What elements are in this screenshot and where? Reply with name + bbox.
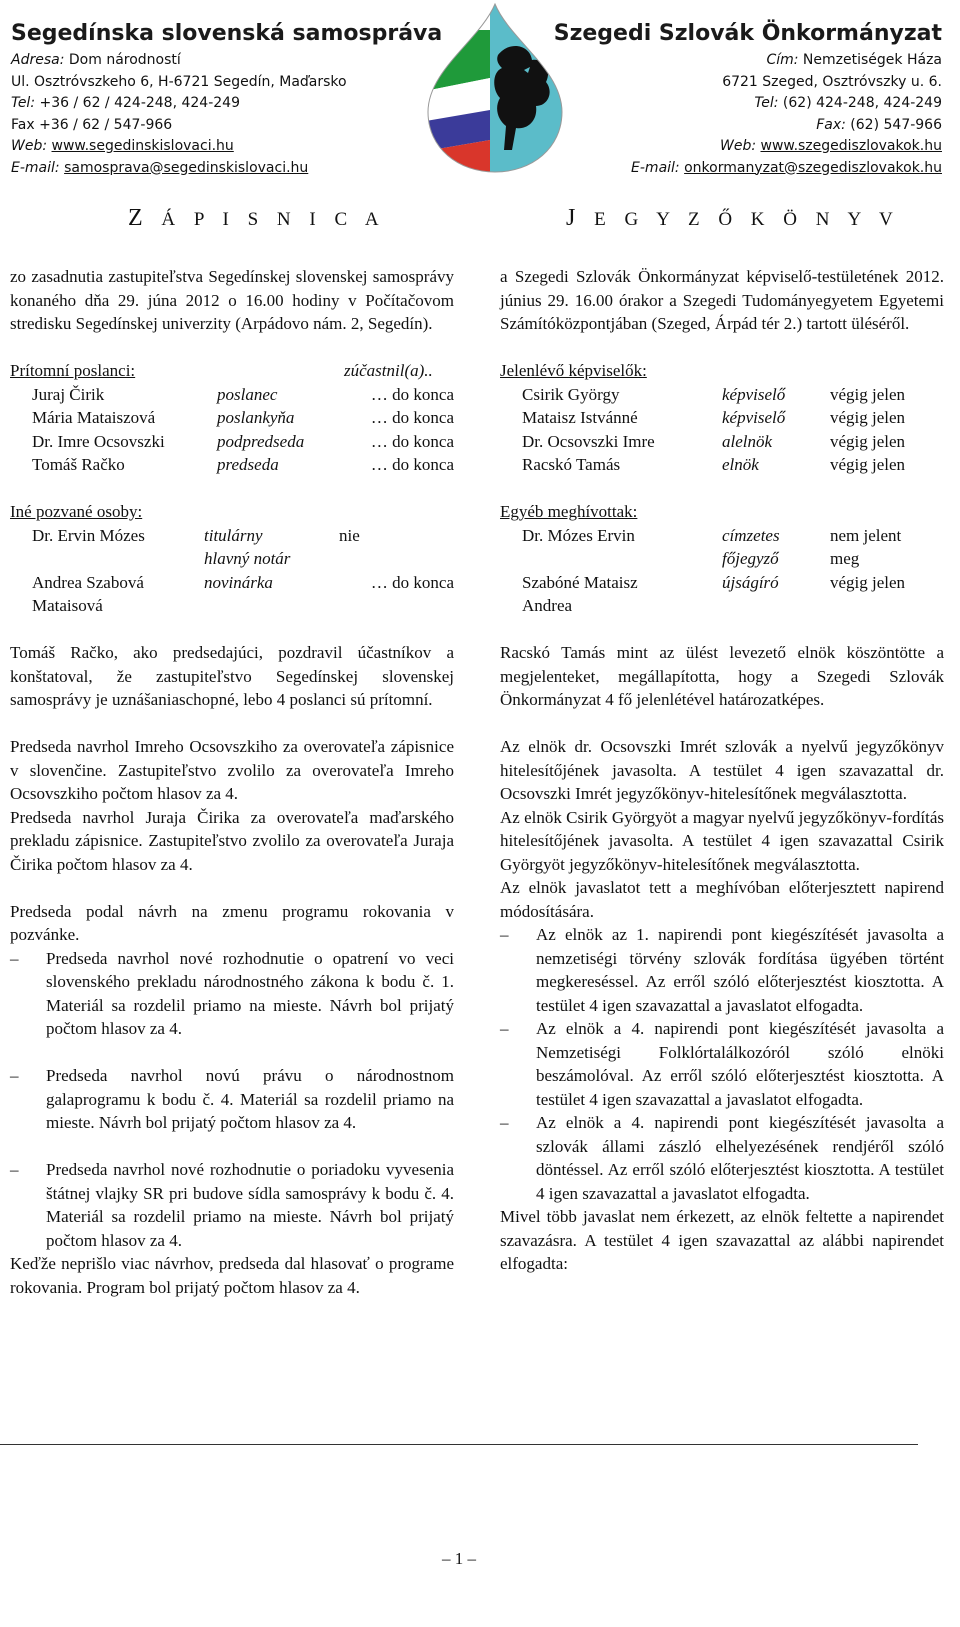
attendee-row: Juraj Čirik poslanec … do konca — [32, 384, 454, 404]
page-number: – 1 – — [442, 1549, 476, 1568]
paragraph-verifier-1: Az elnök dr. Ocsovszki Imrét szlovák a nyelvű jegyzőkönyv hitelesítőjének javasolta. A testület 4 igen szavazattal dr. Ocsovszki Imrét jegyzőkönyv-hitelesítőnek megválasztotta. — [500, 737, 944, 803]
list-item: – Az elnök a 4. napirendi pont kiegészítését javasolta a szlovák állami zászló elhelyezésének rendjéről szóló döntéssel. Az erről szóló előterjesztést kiosztotta. A testület 4 igen szavazattal a javaslatot elfogadta. — [500, 1113, 944, 1203]
web-link-hu[interactable]: www.szegediszlovakok.hu — [760, 138, 942, 154]
guest-row: Dr. Mózes Ervin címzetes nem jelent — [522, 525, 902, 545]
web-line-sk: Web: www.segedinskislovaci.hu — [11, 138, 234, 154]
fax-line-hu: Fax: (62) 547-966 — [816, 116, 942, 133]
attendee-row: Mária Mataiszová poslankyňa … do konca — [32, 408, 454, 427]
org-name-sk: Segedínska slovenská samospráva — [11, 21, 443, 46]
column-slovak — [10, 265, 454, 1299]
attendee-row: Mataisz Istvánné képviselő végig jelen — [522, 408, 906, 427]
guests-label: Iné pozvané osoby: — [10, 502, 143, 521]
paragraph-verifier-2: Predseda navrhol Juraja Čirika za overovateľa maďarského prekladu zápisnice. Zastupiteľstvo zvolilo za overovateľa Juraja Čirika počtom hlasov za 4. — [10, 807, 454, 874]
paragraph-verifier-2: Az elnök Csirik Györgyöt a magyar nyelvű jegyzőkönyv-fordítás hitelesítőjének javasolta. A testület 4 igen szavazattal Csirik Györgyöt jegyzőkönyv-hitelesítőnek megválasztotta. — [500, 807, 944, 874]
tel-line-hu: Tel: (62) 424-248, 424-249 — [754, 95, 942, 111]
web-line-hu: Web: www.szegediszlovakok.hu — [719, 138, 942, 154]
intro-paragraph: a Szegedi Szlovák Önkormányzat képviselő-testületének 2012. június 29. 16.00 órakor a Szegedi Tudományegyetem Egyetemi Számítóközpontjában (Szeged, Árpád tér 2.) tartott üléséről. — [500, 267, 944, 333]
doc-title-sk: Z Á P I S N I C A — [128, 205, 386, 231]
paragraph-opening: Tomáš Račko, ako predsedajúci, pozdravil účastníkov a konštatoval, že zastupiteľstvo Segedínskej slovenskej samosprávy je uznášaniaschopné, lebo 4 poslanci sú prítomní. — [10, 643, 454, 709]
list-item: – Predseda navrhol nové rozhodnutie o opatrení vo veci slovenského prekladu národnostného zákona k bodu č. 1. Materiál sa rozdelil priamo na mieste. Návrh bol prijatý počtom hlasov za 4. — [10, 948, 454, 1038]
fax-line-sk: Fax +36 / 62 / 547-966 — [11, 116, 173, 133]
address-line-hu: Cím: Nemzetiségek Háza — [766, 52, 942, 68]
attendee-row: Tomáš Račko predseda … do konca — [32, 455, 454, 474]
guest-row: főjegyző meg — [722, 549, 860, 568]
guest-row: Andrea — [522, 596, 573, 615]
email-link-hu[interactable]: onkormanyzat@szegediszlovakok.hu — [684, 159, 942, 176]
list-item: – Az elnök az 1. napirendi pont kiegészítését javasolta a nemzetiségi törvény szlovák fordítása ügyében történt megkereséssel. Az erről szóló előterjesztést kiosztotta. A testület 4 igen szavazattal a javaslatot elfogadta. — [500, 925, 944, 1015]
web-link-sk[interactable]: www.segedinskislovaci.hu — [51, 138, 234, 154]
present-col-participated: zúčastnil(a).. — [344, 361, 433, 380]
street-line-sk: Ul. Osztróvszkeho 6, H-6721 Segedín, Maďarsko — [11, 73, 347, 90]
paragraph-opening: Racskó Tamás mint az ülést levezető elnök köszöntötte a megjelenteket, megállapította, hogy a Szegedi Szlovák Önkormányzat 4 fő jelenlétével határozatképes. — [500, 643, 944, 709]
attendee-row: Csirik György képviselő végig jelen — [522, 384, 906, 404]
present-header — [10, 359, 454, 383]
column-hungarian — [500, 265, 944, 1276]
guest-row: Mataisová — [32, 596, 103, 615]
paragraph-verifier-1: Predseda navrhol Imreho Ocsovszkiho za overovateľa zápisnice v slovenčine. Zastupiteľstvo zvolilo za overovateľa Imreho Ocsovszkiho počtom hlasov za 4. — [10, 737, 454, 803]
paragraph-vote: Keďže neprišlo viac návrhov, predseda dal hlasovať o programe rokovania. Program bol prijatý počtom hlasov za 4. — [10, 1254, 454, 1297]
address-line-sk: Adresa: Dom národností — [11, 52, 181, 68]
attendee-row: Dr. Imre Ocsovszki podpredseda … do konca — [32, 431, 454, 451]
intro-paragraph: zo zasadnutia zastupiteľstva Segedínskej slovenskej samosprávy konaného dňa 29. júna 2012 o 16.00 hodiny v Počítačovom stredisku Segedínskej univerzity (Arpádovo nám. 2, Segedín). — [10, 267, 454, 333]
paragraph-agenda-change: Predseda podal návrh na zmenu programu rokovania v pozvánke. — [10, 901, 454, 944]
paragraph-vote: Mivel több javaslat nem érkezett, az elnök feltette a napirendet szavazásra. A testület 4 igen szavazattal az alábbi napirendet elfogadta: — [500, 1207, 944, 1273]
double-eagle-emblem-icon — [420, 0, 570, 175]
email-line-hu: E-mail: onkormanyzat@szegediszlovakok.hu — [631, 159, 942, 176]
guest-row: Dr. Ervin Mózes titulárny nie — [32, 525, 360, 545]
doc-title-hu: J E G Y Z Ő K Ö N Y V — [566, 205, 900, 231]
footer-divider — [0, 1444, 918, 1445]
guest-row: Szabóné Mataisz újságíró végig jelen — [522, 572, 906, 592]
street-line-hu: 6721 Szeged, Osztróvszky u. 6. — [722, 73, 942, 90]
paragraph-agenda-change: Az elnök javaslatot tett a meghívóban előterjesztett napirend módosítására. — [500, 878, 944, 921]
present-label: Jelenlévő képviselők: — [500, 361, 647, 380]
header-left — [11, 18, 442, 179]
tel-line-sk: Tel: +36 / 62 / 424-248, 424-249 — [11, 95, 240, 111]
attendee-row: Dr. Ocsovszki Imre alelnök végig jelen — [522, 431, 906, 451]
org-name-hu: Szegedi Szlovák Önkormányzat — [553, 21, 942, 46]
email-line-sk: E-mail: samosprava@segedinskislovaci.hu — [11, 159, 309, 176]
guest-row: hlavný notár — [204, 549, 291, 568]
guests-label: Egyéb meghívottak: — [500, 502, 638, 521]
present-label: Prítomní poslanci: — [10, 361, 136, 380]
list-item: – Predseda navrhol nové rozhodnutie o poriadoku vyvesenia štátnej vlajky SR pri budove sídla samosprávy k bodu č. 4. Materiál sa rozdelil priamo na mieste. Návrh bol prijatý počtom hlasov za 4. — [10, 1160, 454, 1250]
attendee-row: Racskó Tamás elnök végig jelen — [522, 455, 906, 474]
list-item: – Az elnök a 4. napirendi pont kiegészítését javasolta a Nemzetiségi Folklórtalálkozóról szóló elnöki beszámolóval. Az erről szóló előterjesztést kiosztotta. A testület 4 igen szavazattal a javaslatot elfogadta. — [500, 1019, 944, 1109]
list-item: – Predseda navrhol novú právu o národnostnom galaprogramu k bodu č. 4. Materiál sa rozdelil priamo na mieste. Návrh bol prijatý počtom hlasov za 4. — [10, 1066, 454, 1132]
email-link-sk[interactable]: samosprava@segedinskislovaci.hu — [64, 159, 309, 176]
guest-row: Andrea Szabová novinárka … do konca — [32, 572, 454, 592]
header-right — [554, 18, 942, 179]
